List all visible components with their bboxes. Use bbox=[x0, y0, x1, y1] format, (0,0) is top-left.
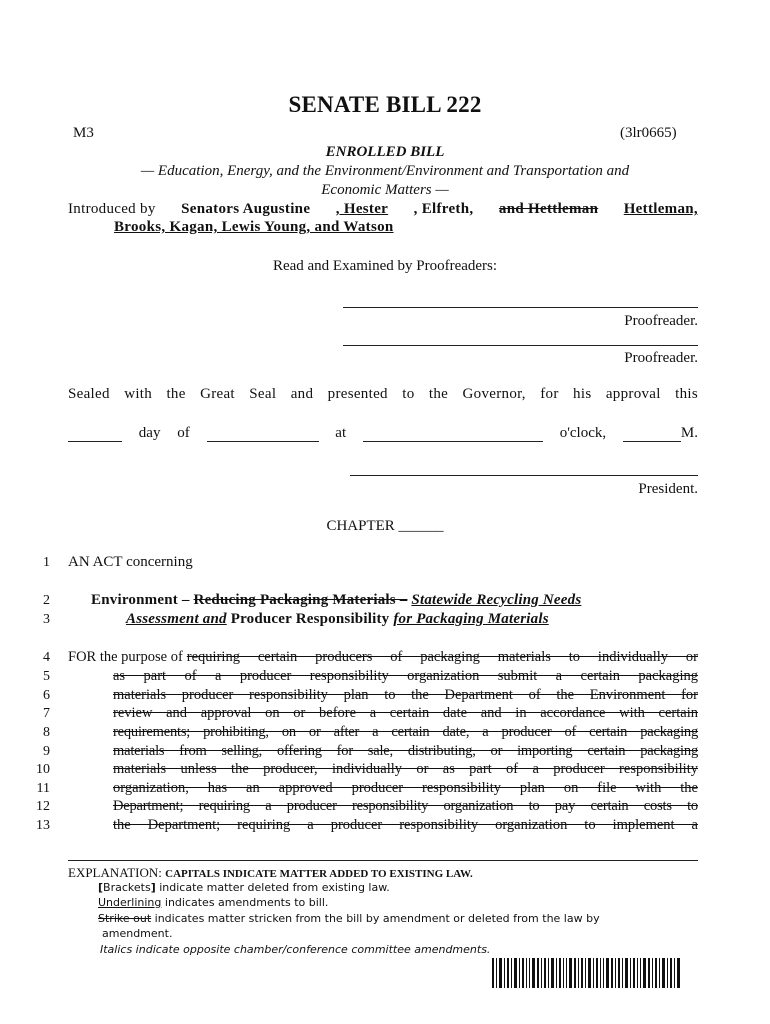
act-title-prefix: Environment – bbox=[91, 592, 190, 608]
time-blank bbox=[363, 427, 543, 442]
line-number: 12 bbox=[36, 799, 50, 814]
sealed-word: this bbox=[675, 386, 698, 402]
line-number: 11 bbox=[36, 781, 50, 796]
sealed-word: Great bbox=[200, 386, 235, 402]
line-number: 8 bbox=[43, 725, 50, 740]
sponsor-augustine: Senators Augustine bbox=[181, 201, 311, 217]
sealed-word: to bbox=[402, 386, 415, 402]
sealed-statement bbox=[68, 386, 698, 403]
proofreaders-heading: Read and Examined by Proofreaders: bbox=[272, 258, 498, 274]
explanation-heading bbox=[68, 865, 473, 881]
act-title-added-2: Assessment and bbox=[126, 611, 227, 627]
sealed-word: for bbox=[540, 386, 559, 402]
act-title-line-2 bbox=[126, 611, 549, 628]
purpose-struck-text: as part of a producer responsibility organization submit a certain packaging bbox=[113, 668, 698, 684]
line-number: 5 bbox=[43, 669, 50, 684]
sealed-word: presented bbox=[327, 386, 388, 402]
act-title-mid: Producer Responsibility bbox=[230, 611, 390, 627]
act-title-line-1 bbox=[91, 592, 581, 609]
intro-prefix: Introduced by bbox=[68, 201, 156, 217]
committee-line-1: — Education, Energy, and the Environment/Environment and Transportation and bbox=[140, 163, 630, 179]
day-blank bbox=[68, 427, 122, 442]
purpose-struck-text: requiring certain producers of packaging materials to individually or bbox=[186, 649, 698, 665]
act-concerning: AN ACT concerning bbox=[68, 554, 193, 570]
proofreader-label-2: Proofreader. bbox=[624, 350, 698, 366]
sealed-word: approval bbox=[605, 386, 661, 402]
underline-rest: indicates amendments to bill. bbox=[161, 896, 329, 909]
bracket-open: [ bbox=[98, 881, 104, 894]
line-number: 7 bbox=[43, 706, 50, 721]
sealed-word: the bbox=[428, 386, 449, 402]
explanation-label: EXPLANATION: bbox=[68, 865, 162, 880]
bracket-word: Brackets bbox=[103, 881, 151, 894]
bill-title: SENATE BILL 222 bbox=[288, 92, 482, 117]
day-label: day bbox=[138, 425, 161, 441]
line-number: 6 bbox=[43, 688, 50, 703]
sealed-word: Governor, bbox=[462, 386, 526, 402]
line-number: 4 bbox=[43, 650, 50, 665]
m-label: M. bbox=[680, 425, 698, 441]
am-pm-blank bbox=[623, 427, 681, 442]
chapter-heading: CHAPTER ______ bbox=[326, 518, 444, 534]
sponsor-hester: , Hester bbox=[335, 201, 389, 217]
bill-draft-number: (3lr0665) bbox=[620, 125, 677, 141]
proofreader-label-1: Proofreader. bbox=[624, 313, 698, 329]
line-number: 2 bbox=[43, 593, 50, 608]
explanation-brackets bbox=[98, 881, 390, 894]
purpose-struck-text: materials from selling, offering for sale, distributing, or importing certain packaging bbox=[113, 743, 698, 759]
barcode-icon bbox=[492, 958, 680, 988]
sealed-word: the bbox=[166, 386, 186, 402]
purpose-struck-text: review and approval on or before a certain date and in accordance with certain bbox=[113, 705, 698, 721]
sealed-word: and bbox=[290, 386, 314, 402]
underline-word: Underlining bbox=[98, 896, 162, 909]
act-title-added: Statewide Recycling Needs bbox=[411, 592, 582, 608]
line-number: 1 bbox=[43, 555, 50, 570]
explanation-strikeout-cont: amendment. bbox=[102, 927, 173, 940]
act-title-struck: Reducing Packaging Materials – bbox=[193, 592, 408, 608]
at-label: at bbox=[335, 425, 347, 441]
purpose-struck-text: organization, has an approved producer responsibility plan on file with the bbox=[113, 780, 698, 796]
line-number: 10 bbox=[36, 762, 50, 777]
sealed-word: Sealed bbox=[68, 386, 110, 402]
purpose-struck-text: the Department; requiring a producer responsibility organization to implement a bbox=[113, 817, 698, 833]
bill-category-code: M3 bbox=[73, 125, 94, 141]
bracket-close: ] bbox=[150, 881, 156, 894]
line-number: 13 bbox=[36, 818, 50, 833]
committee-line-2: Economic Matters — bbox=[321, 182, 449, 198]
line-number: 3 bbox=[43, 612, 50, 627]
of-label: of bbox=[177, 425, 190, 441]
purpose-struck-text: materials unless the producer, individually or as part of a producer responsibility bbox=[113, 761, 698, 777]
struck-sponsor: and Hettleman bbox=[498, 201, 599, 217]
strike-rest: indicates matter stricken from the bill by amendment or deleted from the law by bbox=[151, 912, 600, 925]
sponsor-elfreth: , Elfreth, bbox=[413, 201, 474, 217]
explanation-italics: Italics indicate opposite chamber/conference committee amendments. bbox=[100, 943, 491, 956]
sponsors-line-1 bbox=[68, 201, 698, 221]
added-sponsor: Hettleman, bbox=[623, 201, 698, 217]
proofreader-signature-line-2 bbox=[343, 345, 698, 346]
date-time-blanks bbox=[68, 425, 698, 442]
president-label: President. bbox=[638, 481, 698, 497]
sponsors-line-2: Brooks, Kagan, Lewis Young, and Watson bbox=[114, 219, 394, 235]
bracket-rest: indicate matter deleted from existing law. bbox=[155, 881, 390, 894]
purpose-lead: FOR the purpose of bbox=[68, 649, 183, 665]
explanation-caps: CAPITALS INDICATE MATTER ADDED TO EXISTING LAW. bbox=[165, 868, 473, 880]
explanation-strikeout bbox=[98, 912, 600, 925]
line-number: 9 bbox=[43, 744, 50, 759]
purpose-struck-text: Department; requiring a producer responsibility organization to pay certain costs to bbox=[113, 798, 698, 814]
sealed-word: with bbox=[124, 386, 153, 402]
oclock-label: o'clock, bbox=[559, 425, 607, 441]
purpose-line-4 bbox=[68, 649, 698, 666]
month-blank bbox=[207, 427, 319, 442]
president-signature-line bbox=[350, 475, 698, 476]
purpose-struck-text: requirements; prohibiting, on or after a certain date, a producer of certain packaging bbox=[113, 724, 698, 740]
explanation-underlining bbox=[98, 896, 328, 909]
enrolled-status: ENROLLED BILL bbox=[325, 144, 445, 160]
proofreader-signature-line-1 bbox=[343, 307, 698, 308]
sealed-word: Seal bbox=[249, 386, 277, 402]
sealed-word: his bbox=[573, 386, 592, 402]
act-title-end: for Packaging Materials bbox=[393, 611, 549, 627]
strike-word: Strike out bbox=[98, 912, 152, 925]
explanation-divider bbox=[68, 860, 698, 861]
purpose-struck-text: materials producer responsibility plan to the Department of the Environment for bbox=[113, 687, 698, 703]
